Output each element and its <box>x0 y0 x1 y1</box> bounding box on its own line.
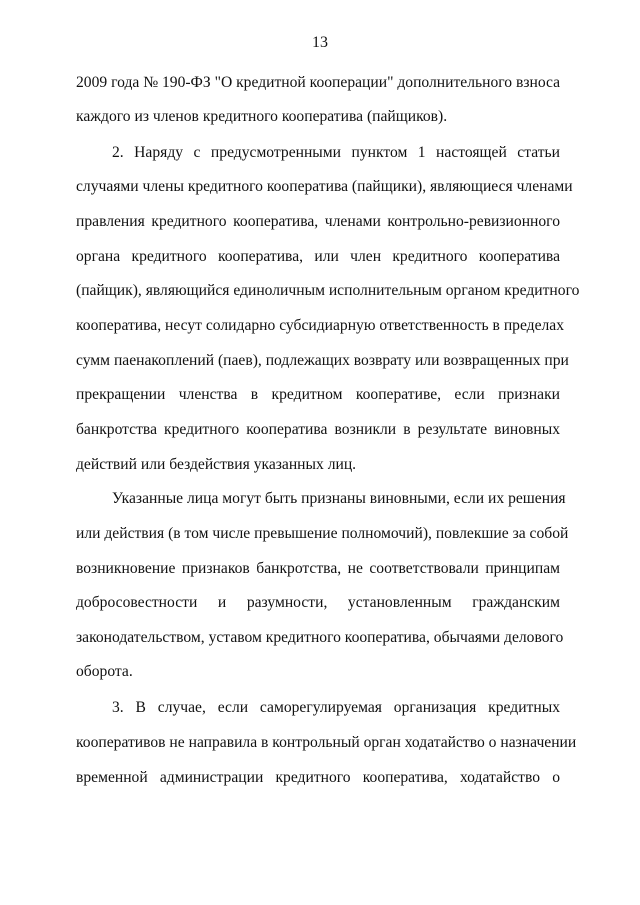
text-line-20: кооперативов не направила в контрольный орган ходатайство о назначении <box>76 734 577 751</box>
text-line-11: банкротства кредитного кооператива возникли в результате виновных <box>76 421 560 438</box>
text-line-6: органа кредитного кооператива, или член кредитного кооператива <box>76 248 560 265</box>
page-number: 13 <box>312 34 328 51</box>
text-line-1: 2009 года № 190-ФЗ "О кредитной кооперации" дополнительного взноса <box>76 74 561 91</box>
text-line-10: прекращении членства в кредитном кооперативе, если признаки <box>76 386 560 403</box>
text-line-15: возникновение признаков банкротства, не соответствовали принципам <box>76 560 560 577</box>
text-line-2: каждого из членов кредитного кооператива (пайщиков). <box>76 108 448 125</box>
text-line-3: 2. Наряду с предусмотренными пунктом 1 настоящей статьи <box>112 144 560 161</box>
text-line-7: (пайщик), являющийся единоличным исполнительным органом кредитного <box>76 282 580 299</box>
text-line-19: 3. В случае, если саморегулируемая организация кредитных <box>112 699 560 716</box>
text-line-5: правления кредитного кооператива, членами контрольно-ревизионного <box>76 213 560 230</box>
text-line-13: Указанные лица могут быть признаны виновными, если их решения <box>112 490 566 507</box>
text-line-4: случаями члены кредитного кооператива (пайщики), являющиеся членами <box>76 178 573 195</box>
text-line-9: сумм паенакоплений (паев), подлежащих возврату или возвращенных при <box>76 352 569 369</box>
text-line-8: кооператива, несут солидарно субсидиарную ответственность в пределах <box>76 317 565 334</box>
text-line-17: законодательством, уставом кредитного кооператива, обычаями делового <box>76 629 564 646</box>
text-line-12: действий или бездействия указанных лиц. <box>76 456 357 473</box>
text-line-18: оборота. <box>76 663 133 680</box>
text-line-21: временной администрации кредитного кооператива, ходатайство о <box>76 769 560 786</box>
text-line-16: добросовестности и разумности, установленным гражданским <box>76 594 560 611</box>
text-line-14: или действия (в том числе превышение полномочий), повлекшие за собой <box>76 525 569 542</box>
